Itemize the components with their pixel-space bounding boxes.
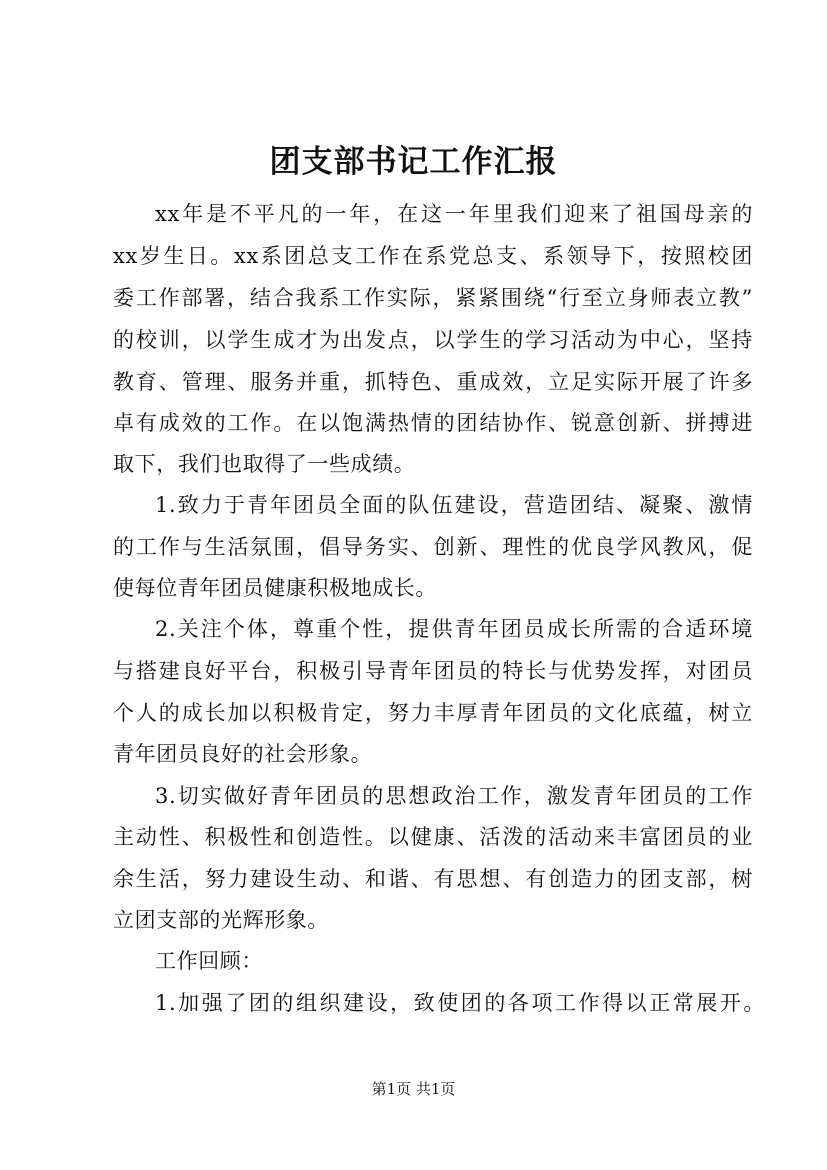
paragraph-line: 的校训，以学生成才为出发点，以学生的学习活动为中心，坚持 (113, 328, 753, 352)
paragraph-line: 使每位青年团员健康积极地成长。 (113, 576, 437, 600)
paragraph-line: 余生活，努力建设生动、和谐、有思想、有创造力的团支部，树 (113, 867, 753, 891)
paragraph-line: 的工作与生活氛围，倡导务实、创新、理性的优良学风教风，促 (113, 535, 753, 559)
document-title: 团支部书记工作汇报 (269, 144, 558, 180)
paragraph-line: 个人的成长加以积极肯定，努力丰厚青年团员的文化底蕴，树立 (113, 701, 753, 725)
paragraph-line: 与搭建良好平台，积极引导青年团员的特长与优势发挥，对团员 (113, 659, 753, 683)
paragraph-line: 3.切实做好青年团员的思想政治工作，激发青年团员的工作 (155, 784, 753, 808)
paragraph-line: 取下，我们也取得了一些成绩。 (113, 452, 416, 476)
paragraph-line: 委工作部署，结合我系工作实际，紧紧围绕“行至立身师表立教” (113, 286, 753, 310)
paragraph-line: 教育、管理、服务并重，抓特色、重成效，立足实际开展了许多 (113, 370, 753, 394)
section-heading: 工作回顾： (155, 949, 263, 973)
paragraph-line: 2.关注个体，尊重个性，提供青年团员成长所需的合适环境 (155, 617, 753, 641)
paragraph-line: 主动性、积极性和创造性。以健康、活泼的活动来丰富团员的业 (113, 825, 753, 849)
paragraph-line: xx年是不平凡的一年，在这一年里我们迎来了祖国母亲的 (155, 202, 753, 226)
paragraph-line: xx岁生日。xx系团总支工作在系党总支、系领导下，按照校团 (113, 244, 753, 268)
paragraph-line: 卓有成效的工作。在以饱满热情的团结协作、锐意创新、拼搏进 (113, 411, 753, 435)
paragraph-line: 1.加强了团的组织建设，致使团的各项工作得以正常展开。 (155, 991, 765, 1015)
paragraph-line: 立团支部的光辉形象。 (113, 908, 329, 932)
paragraph-line: 1.致力于青年团员全面的队伍建设，营造团结、凝聚、激情 (155, 493, 753, 517)
paragraph-line: 青年团员良好的社会形象。 (113, 742, 373, 766)
page-footer: 第1页 共1页 (371, 1080, 456, 1098)
